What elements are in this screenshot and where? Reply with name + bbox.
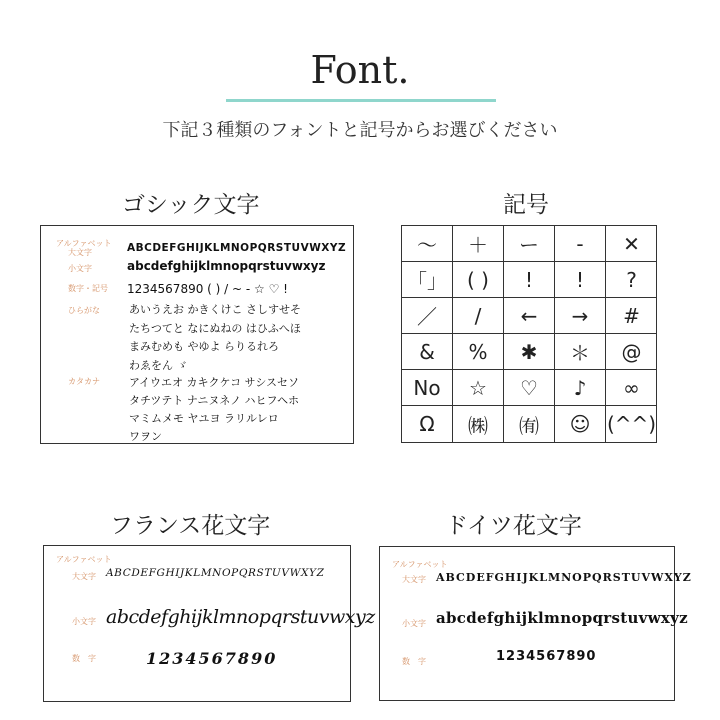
- symbol-cell: ／: [402, 298, 453, 334]
- symbol-cell: ( ): [453, 262, 504, 298]
- symbol-cell: Ω: [402, 406, 453, 442]
- symbol-cell: @: [606, 334, 657, 370]
- symbol-cell: No: [402, 370, 453, 406]
- symbol-cell: ?: [606, 262, 657, 298]
- symbol-cell: -: [555, 226, 606, 262]
- symbol-cell: ♡: [504, 370, 555, 406]
- symbol-cell: (^^): [606, 412, 657, 436]
- lower-label: 小文字: [402, 619, 426, 628]
- gothic-upper: ABCDEFGHIJKLMNOPQRSTUVWXYZ: [127, 242, 347, 254]
- title-underline: [226, 99, 496, 102]
- symbol-cell: ～: [402, 226, 453, 262]
- symbol-cell: ＊: [555, 334, 606, 370]
- symbol-cell: ー: [504, 226, 555, 262]
- french-heading: フランス花文字: [110, 513, 271, 539]
- alphabet-label: アルファベット: [56, 239, 112, 248]
- symbol-cell: ㈲: [504, 406, 555, 442]
- symbol-cell: ㈱: [453, 406, 504, 442]
- french-upper: ABCDEFGHIJKLMNOPQRSTUVWXYZ: [106, 567, 325, 579]
- symbol-cell: #: [606, 298, 657, 334]
- french-lower: abcdefghijklmnopqrstuvwxyz: [106, 606, 375, 628]
- alphabet-label: アルファベット: [56, 555, 112, 564]
- katakana-label: カタカナ: [68, 377, 100, 386]
- katakana-line: タチツテト ナニヌネノ ハヒフヘホ: [129, 394, 300, 407]
- symbol-cell: ☺: [555, 406, 606, 442]
- symbol-cell: ✕: [606, 226, 657, 262]
- symbols-heading: 記号: [503, 192, 549, 218]
- gothic-digits: 1234567890 ( ) / ~ - ☆ ♡ !: [127, 282, 288, 296]
- symbol-cell: ☆: [453, 370, 504, 406]
- page-title: Font.: [310, 48, 410, 92]
- hiragana-line: わゑをん ゞ: [129, 359, 188, 372]
- german-upper: ABCDEFGHIJKLMNOPQRSTUVWXYZ: [436, 571, 692, 584]
- hiragana-line: たちつてと なにぬねの はひふへほ: [129, 322, 301, 335]
- german-heading: ドイツ花文字: [445, 513, 582, 539]
- hiragana-line: あいうえお かきくけこ さしすせそ: [129, 303, 301, 316]
- upper-label: 大文字: [68, 248, 92, 257]
- lower-label: 小文字: [68, 264, 92, 273]
- german-digits: 1234567890: [496, 649, 597, 664]
- digits-label: 数 字: [72, 654, 96, 663]
- symbol-cell: &: [402, 334, 453, 370]
- katakana-line: マミムメモ ヤユヨ ラリルレロ: [129, 412, 279, 425]
- hiragana-label: ひらがな: [68, 306, 100, 315]
- hiragana-line: まみむめも やゆよ らりるれろ: [129, 340, 279, 353]
- german-lower: abcdefghijklmnopqrstuvwxyz: [436, 609, 688, 627]
- gothic-sample-panel: [40, 225, 354, 444]
- lower-label: 小文字: [72, 617, 96, 626]
- symbol-cell: !: [555, 262, 606, 298]
- symbol-cell: ∞: [606, 370, 657, 406]
- page-subtitle: 下記３種類のフォントと記号からお選びください: [162, 120, 558, 141]
- symbol-cell: ＋: [453, 226, 504, 262]
- german-blackletter-panel: [379, 546, 692, 701]
- symbol-cell: →: [555, 298, 606, 334]
- upper-label: 大文字: [402, 575, 426, 584]
- alphabet-label: アルファベット: [392, 560, 448, 569]
- digits-label: 数字・記号: [68, 284, 108, 293]
- symbol-cell: %: [453, 334, 504, 370]
- upper-label: 大文字: [72, 572, 96, 581]
- symbol-cell: /: [453, 298, 504, 334]
- gothic-heading: ゴシック文字: [122, 192, 260, 218]
- symbol-cell: ✱: [504, 334, 555, 370]
- symbol-cell: ←: [504, 298, 555, 334]
- french-digits: 1234567890: [146, 649, 278, 668]
- symbol-cell: !: [504, 262, 555, 298]
- katakana-line: ワヲン: [129, 430, 162, 443]
- symbol-cell: 「」: [402, 262, 453, 298]
- symbol-grid: [401, 225, 657, 443]
- gothic-lower: abcdefghijklmnopqrstuvwxyz: [127, 259, 326, 273]
- symbol-cell: ♪: [555, 370, 606, 406]
- katakana-line: アイウエオ カキクケコ サシスセソ: [129, 376, 300, 389]
- digits-label: 数 字: [402, 657, 426, 666]
- french-script-panel: [43, 545, 375, 702]
